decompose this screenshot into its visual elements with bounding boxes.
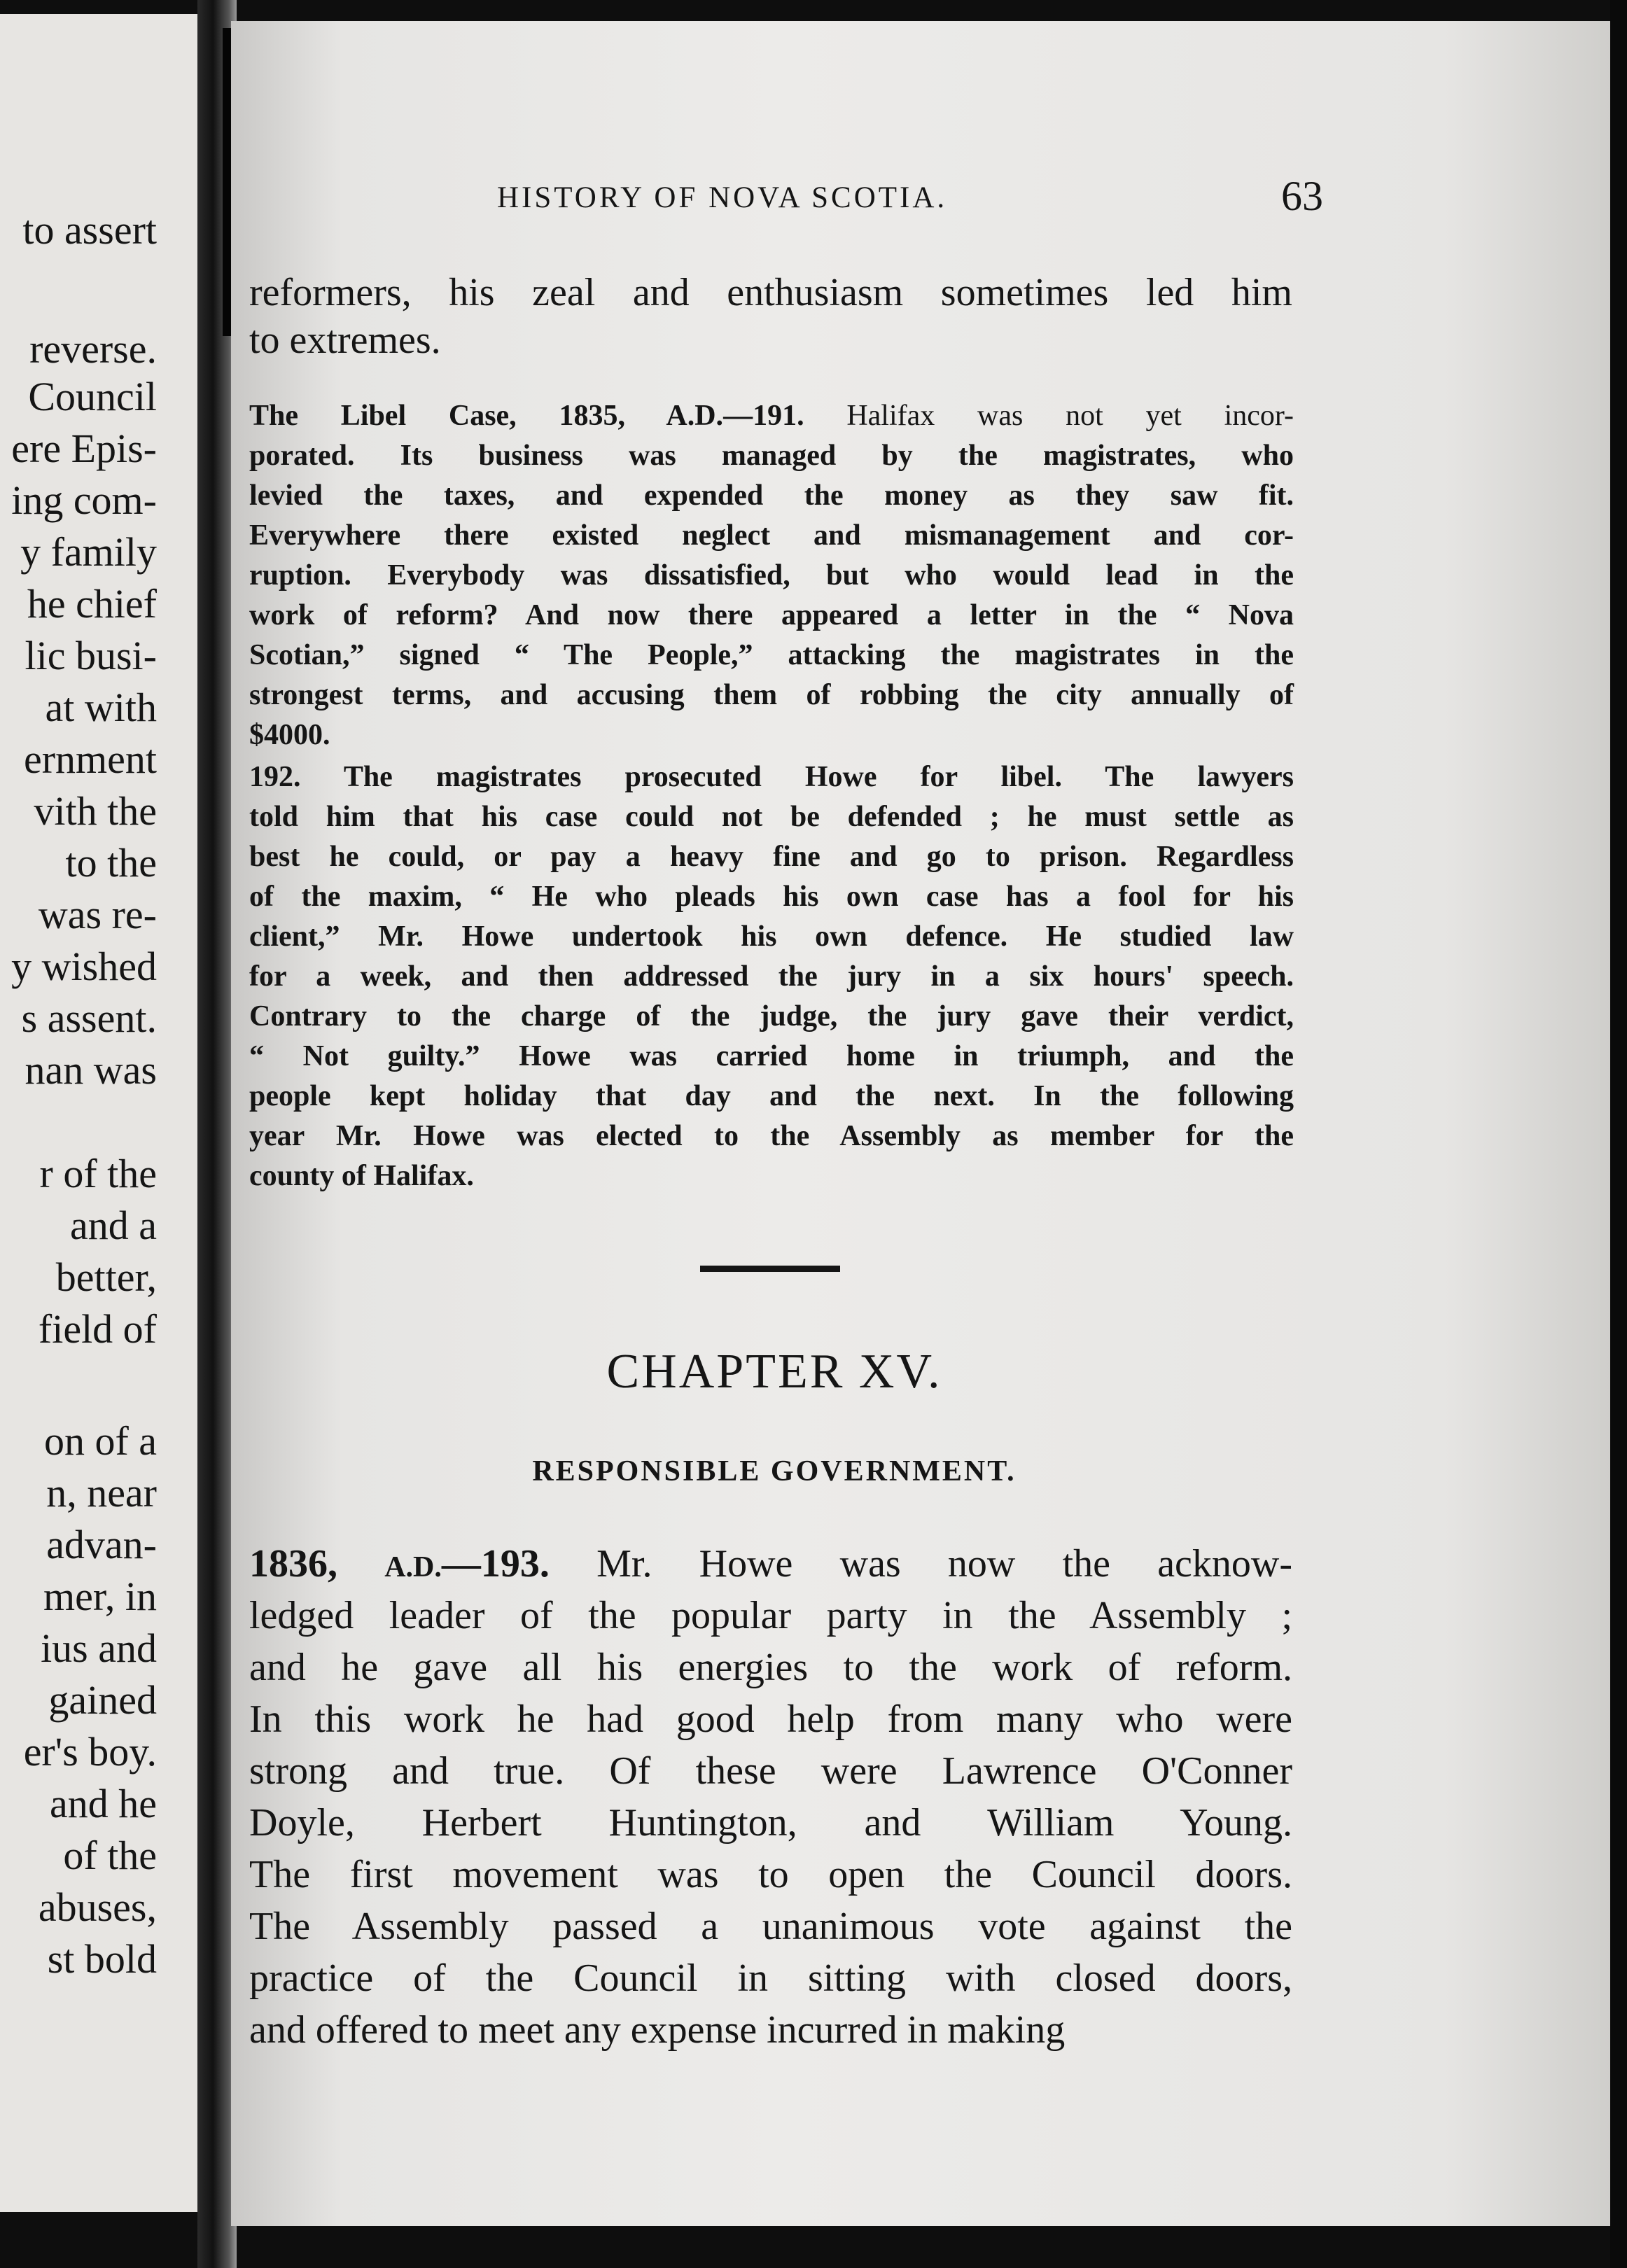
section-number: —191. (723, 400, 804, 432)
left-page-line: was re- (38, 892, 157, 937)
body-line: strong and true. Of these were Lawrence O'Conner (249, 1749, 1292, 1793)
section-number: —193. (441, 1542, 550, 1586)
body-line: year Mr. Howe was elected to the Assembly as member for the (249, 1120, 1294, 1152)
chapter-subtitle: RESPONSIBLE GOVERNMENT. (532, 1455, 1017, 1488)
body-line: Doyle, Herbert Huntington, and William Young. (249, 1801, 1292, 1844)
left-page-line: better, (55, 1254, 157, 1300)
left-page-line: to the (65, 840, 157, 886)
right-page-edge (1610, 0, 1627, 2268)
body-line: of the maxim, “ He who pleads his own case has a fool for his (249, 881, 1294, 913)
section-191-first-line (249, 396, 1294, 436)
left-page-line: Council (28, 374, 157, 419)
section-number: 192. (249, 761, 301, 793)
body-line: county of Halifax. (249, 1160, 474, 1192)
left-page-line: field of (38, 1306, 157, 1352)
body-line: Contrary to the charge of the judge, the jury gave their verdict, (249, 1000, 1294, 1032)
section-text: Mr. Howe was now the acknow- (596, 1542, 1293, 1586)
body-line: practice of the Council in sitting with closed doors, (249, 1956, 1292, 2000)
body-line: reformers, his zeal and enthusiasm sometimes led him (249, 271, 1292, 314)
left-page-line: lic busi- (25, 633, 157, 678)
left-page-line: abuses, (38, 1884, 157, 1930)
left-page-line: and a (70, 1203, 157, 1248)
left-facing-page (0, 14, 197, 2212)
section-divider-rule (700, 1266, 840, 1272)
body-line: In this work he had good help from many who were (249, 1698, 1292, 1741)
body-line: $4000. (249, 719, 330, 751)
left-page-line: ing com- (11, 477, 157, 523)
body-line: to extremes. (249, 318, 441, 362)
left-page-line: y family (20, 529, 157, 575)
left-page-line: and he (50, 1781, 157, 1826)
left-page-line: s assent. (21, 995, 157, 1041)
body-line: Everywhere there existed neglect and mismanagement and cor- (249, 519, 1294, 552)
body-line: and offered to meet any expense incurred in making (249, 2008, 1066, 2052)
chapter-title: CHAPTER XV. (606, 1345, 942, 1399)
left-page-line: on of a (43, 1418, 157, 1464)
body-line: best he could, or pay a heavy fine and go to prison. Regardless (249, 841, 1294, 873)
body-line: client,” Mr. Howe undertook his own defence. He studied law (249, 920, 1294, 953)
left-page-line: at with (45, 685, 157, 730)
left-page-line: vith the (34, 788, 157, 834)
section-text: The magistrates prosecuted Howe for libel. The lawyers (343, 761, 1294, 793)
left-page-line: st bold (47, 1936, 157, 1982)
body-line: for a week, and then addressed the jury in a six hours' speech. (249, 960, 1294, 993)
section-193-first-line (249, 1539, 1292, 1592)
era-label: A.D. (384, 1551, 442, 1583)
left-page-line: to assert (22, 207, 157, 253)
section-192-first-line (249, 757, 1294, 797)
left-page-line: ernment (23, 736, 157, 782)
left-page-line: mer, in (43, 1574, 157, 1619)
running-head (259, 173, 1323, 230)
section-heading: The Libel Case, 1835, (249, 400, 625, 432)
body-line: ledged leader of the popular party in the Assembly ; (249, 1594, 1292, 1637)
body-line: porated. Its business was managed by the magistrates, who (249, 440, 1294, 472)
body-line: “ Not guilty.” Howe was carried home in triumph, and the (249, 1040, 1294, 1072)
body-line: The Assembly passed a unanimous vote against the (249, 1905, 1292, 1948)
left-page-line: n, near (46, 1470, 157, 1516)
left-page-line: gained (48, 1677, 157, 1723)
body-line: and he gave all his energies to the work of reform. (249, 1646, 1292, 1689)
section-text: Halifax was not yet incor- (846, 400, 1294, 432)
left-page-line: r of the (39, 1151, 157, 1196)
left-page-line: ius and (41, 1625, 157, 1671)
body-line: levied the taxes, and expended the money as they saw fit. (249, 479, 1294, 512)
body-line: people kept holiday that day and the next. In the following (249, 1080, 1294, 1112)
body-line: strongest terms, and accusing them of robbing the city annually of (249, 679, 1294, 711)
running-head-title: HISTORY OF NOVA SCOTIA. (497, 181, 948, 214)
page-number: 63 (1281, 173, 1323, 219)
left-page-line: nan was (25, 1047, 157, 1093)
left-page-line: ere Epis- (11, 426, 157, 471)
left-page-line: advan- (46, 1522, 157, 1567)
body-line: work of reform? And now there appeared a letter in the “ Nova (249, 599, 1294, 631)
body-line: told him that his case could not be defended ; he must settle as (249, 801, 1294, 833)
body-line: The first movement was to open the Council doors. (249, 1853, 1292, 1896)
left-page-line: he chief (27, 581, 157, 626)
left-page-line: y wished (11, 944, 157, 989)
left-page-line: of the (63, 1833, 157, 1878)
section-year: 1836, (249, 1542, 337, 1586)
body-line: ruption. Everybody was dissatisfied, but who would lead in the (249, 559, 1294, 592)
left-page-line: er's boy. (23, 1729, 157, 1774)
body-line: Scotian,” signed “ The People,” attacking the magistrates in the (249, 639, 1294, 671)
era-label: A.D. (666, 400, 724, 432)
left-page-line: reverse. (29, 326, 157, 372)
